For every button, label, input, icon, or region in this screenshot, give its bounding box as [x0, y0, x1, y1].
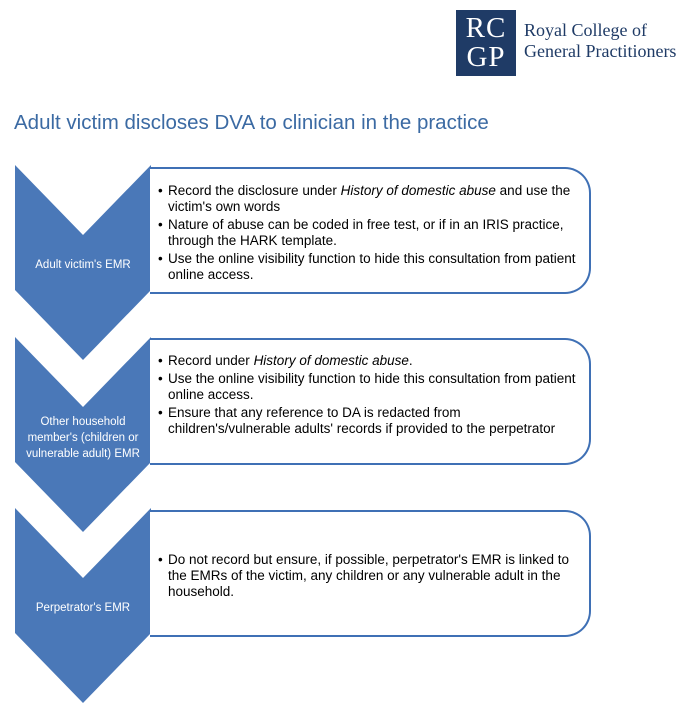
step-2-label-line: Other household: [40, 416, 126, 428]
step-3-box: [150, 510, 591, 637]
step-2-bullet-2: • Use the online visibility function to hide this consultation from patient online access.: [158, 371, 576, 402]
step-2-box: [150, 338, 591, 465]
logo-monogram-bottom: GP: [466, 41, 506, 73]
step-1-bullet-2: • Nature of abuse can be coded in free test, or if in an IRIS practice, through the HARK template.: [158, 217, 564, 248]
step-1-label: Adult victim's EMR: [35, 259, 131, 271]
step-1-bullet-1: • Record the disclosure under History of domestic abuse and use the victim's own words: [158, 183, 571, 214]
step-1-bullet-3: • Use the online visibility function to hide this consultation from patient online access.: [158, 251, 576, 282]
step-3-bullet-1: • Do not record but ensure, if possible, perpetrator's EMR is linked to the EMRs of the victim, any children or any vulnerable adult in the household.: [158, 552, 570, 599]
step-2-label-line: vulnerable adult) EMR: [26, 448, 140, 460]
logo-monogram-top: RC: [465, 12, 507, 44]
page-title: Adult victim discloses DVA to clinician in the practice: [14, 111, 489, 134]
step-2-bullet-1: • Record under History of domestic abuse.: [158, 353, 413, 368]
logo-name-line2: General Practitioners: [524, 41, 677, 61]
logo-name-line1: Royal College of: [524, 20, 647, 40]
step-2-label-line: member's (children or: [27, 432, 139, 444]
step-2-bullets: [158, 353, 581, 437]
step-1-box: [150, 167, 591, 294]
step-2-label: [15, 414, 151, 462]
step-1-bullets: [158, 183, 581, 283]
step-3-bullets: [158, 552, 581, 600]
step-2-bullet-3: • Ensure that any reference to DA is redacted from children's/vulnerable adults' records if provided to the perpetrator: [158, 405, 556, 436]
step-3-label: Perpetrator's EMR: [35, 602, 131, 614]
